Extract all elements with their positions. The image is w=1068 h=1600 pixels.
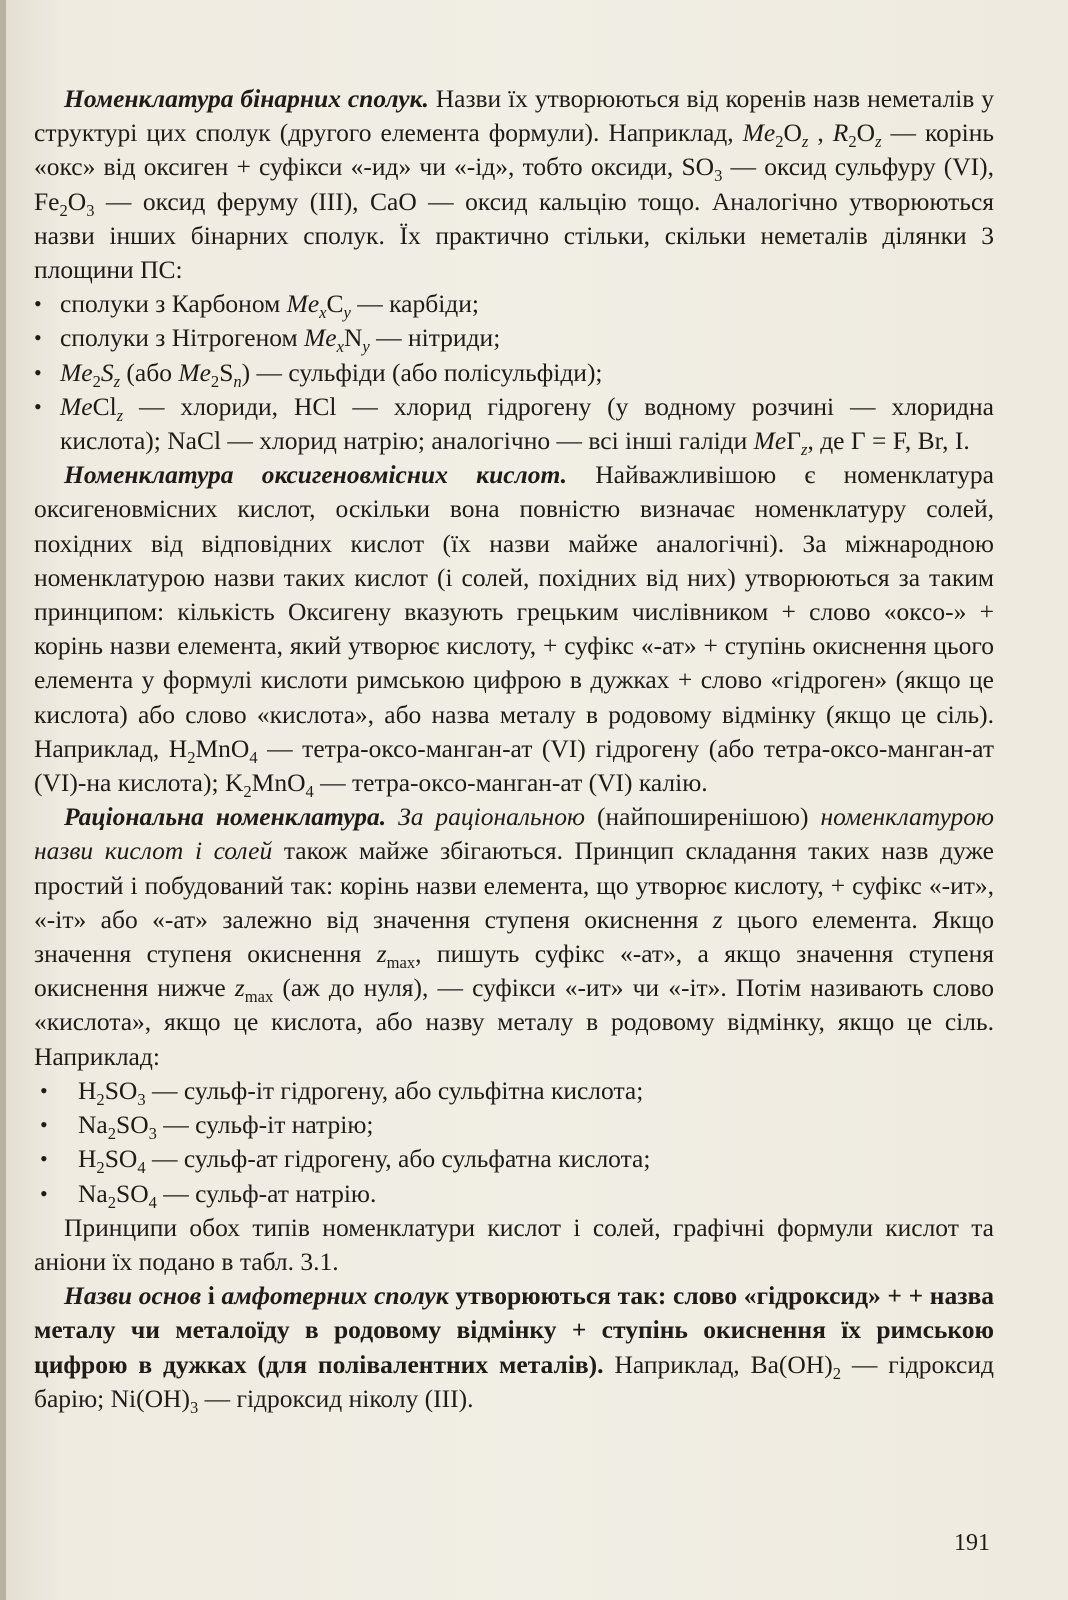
paragraph-bases-nomenclature: Назви основ і амфотерних сполук утворюються так: слово «гідроксид» + + назва металу чи металоїду в родовому відмінку + ступінь окиснення їх римською цифрою в дужках (для полівалентних металів). Наприклад, $Ba(OH)_2$ — гідроксид барію; $Ni(OH)_3$ — гідроксид ніколу (III).: [34, 1281, 994, 1417]
list-item: • MeCl$_z$ — хлориди, HCl — хлорид гідрогену (у водному розчині — хлоридна кислота); NaCl — хлорид натрію; аналогічно — всі інші галіди MeГ$_z$, де Г = F, Br, I.: [34, 390, 994, 458]
acid-salt-examples-list: [34, 1074, 994, 1211]
heading-oxyacid: Номенклатура оксигеновмісних кислот.: [64, 460, 567, 490]
binary-compounds-list: [34, 287, 994, 458]
list-item: • сполуки з Нітрогеном $Me_xN_y$ — нітриди;: [34, 321, 994, 355]
page-number: 191: [954, 1530, 990, 1556]
list-item: • $H_2SO_3$ — сульф-іт гідрогену, або сульфітна кислота;: [34, 1074, 994, 1108]
list-item: • $Na_2SO_4$ — сульф-ат натрію.: [34, 1177, 994, 1211]
list-item: • $H_2SO_4$ — сульф-ат гідрогену, або сульфатна кислота;: [34, 1142, 994, 1176]
list-item: • $Me_2S_z$ (або $Me_2S_n$) — сульфіди (або полісульфіди);: [34, 356, 994, 390]
heading-rational: Раціональна номенклатура.: [64, 802, 387, 832]
list-item: • сполуки з Карбоном $Me_xC_y$ — карбіди;: [34, 287, 994, 321]
paragraph-binary-nomenclature: Номенклатура бінарних сполук. Назви їх утворюються від коренів назв неметалів у структурі цих сполук (другого елемента формули). Наприклад, $Me_2O_z$ , $R_2O_z$ — корінь «окс» від оксиген + суфікси «-ид» чи «-ід», тобто оксиди, $SO_3$ — оксид сульфуру (VI), $Fe_2O_3$ — оксид феруму (III), CaO — оксид кальцію тощо. Аналогічно утворюються назви інших бінарних сполук. Їх практично стільки, скільки неметалів ділянки 3 площини ПС:: [34, 84, 995, 285]
page-edge-shadow: [0, 0, 6, 1600]
heading-binary: Номенклатура бінарних сполук.: [64, 84, 429, 113]
list-item: • $Na_2SO_3$ — сульф-іт натрію;: [34, 1108, 994, 1142]
paragraph-rational-nomenclature: Раціональна номенклатура. За раціональною (найпоширенішою) номенклатурою назви кислот і солей також майже збігаються. Принцип складання таких назв дуже простий і побудований так: корінь назви елемента, що утворює кислоту, + суфікс «-ит», «-іт» або «-ат» залежно від значення ступеня окиснення z цього елемента. Якщо значення ступеня окиснення $z_{max}$, пишуть суфікс «-ат», а якщо значення ступеня окиснення нижче $z_{max}$ (аж до нуля), — суфікси «-ит» чи «-іт». Потім називають слово «кислота», якщо це кислота, або назву металу в родовому відмінку, якщо це сіль. Наприклад:: [34, 802, 995, 1071]
paragraph-table-reference: Принципи обох типів номенклатури кислот і солей, графічні формули кислот та аніони їх подано в табл. 3.1.: [34, 1212, 994, 1276]
paragraph-oxyacid-nomenclature: Номенклатура оксигеновмісних кислот. Найважливішою є номенклатура оксигеновмісних кислот, оскільки вона повністю визначає номенклатуру солей, похідних від відповідних кислот (їх назви майже аналогічні). За міжнародною номенклатурою назви таких кислот (і солей, похідних від них) утворюються за таким принципом: кількість Оксигену вказують грецьким числівником + слово «оксо-» + корінь назви елемента, який утворює кислоту, + суфікс «-ат» + ступінь окиснення цього елемента у формулі кислоти римською цифрою в дужках + слово «гідроген» (якщо це кислота) або слово «кислота», або назва металу в родовому відмінку (якщо це сіль). Наприклад, $H_2MnO_4$ — тетра-оксо-манган-ат (VI) гідрогену (або тетра-оксо-манган-ат (VI)-на кислота); $K_2MnO_4$ — тетра-оксо-манган-ат (VI) калію.: [34, 460, 994, 801]
